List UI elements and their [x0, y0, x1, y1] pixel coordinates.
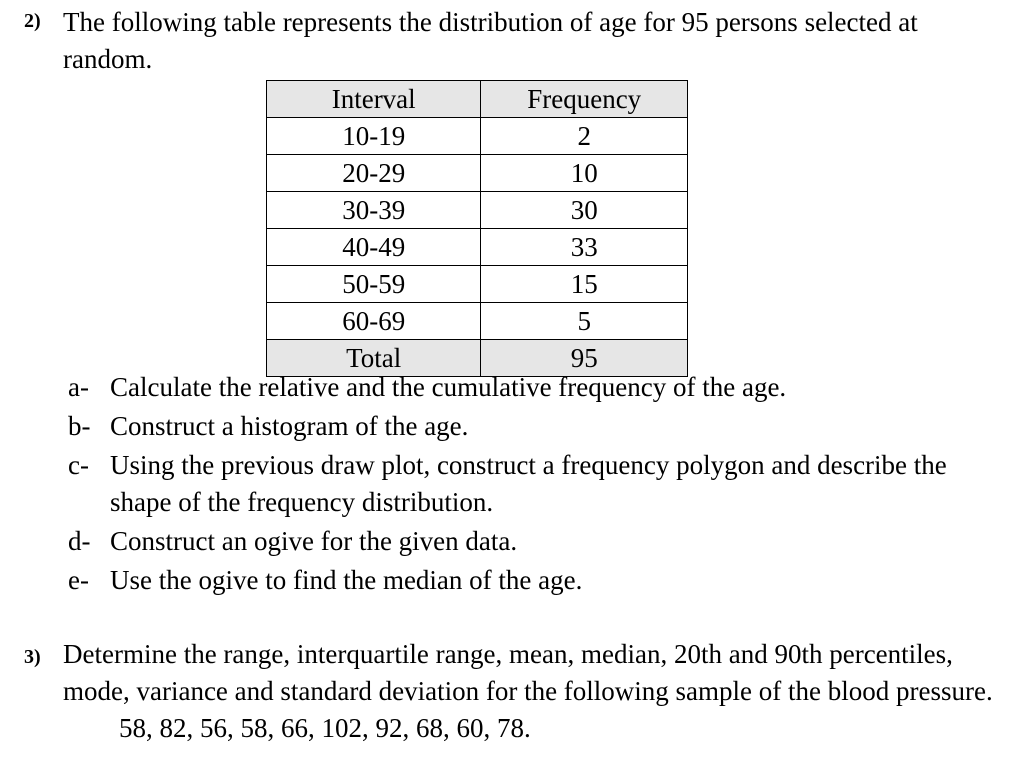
task-marker: e- — [68, 565, 89, 595]
frequency-cell: 33 — [481, 229, 688, 266]
frequency-cell: 2 — [481, 118, 688, 155]
list-item — [68, 369, 968, 406]
frequency-table — [266, 80, 688, 377]
interval-header: Interval — [267, 81, 481, 118]
question-3-number: 3) — [24, 646, 41, 668]
question-3-body — [63, 636, 1013, 747]
task-text: Construct a histogram of the age. — [110, 411, 469, 441]
table-row — [267, 303, 688, 340]
list-item — [68, 523, 968, 560]
blood-pressure-values: 58, 82, 56, 58, 66, 102, 92, 68, 60, 78. — [119, 713, 531, 743]
task-text: Construct an ogive for the given data. — [110, 526, 518, 556]
question-2-text: The following table represents the distribution of age for 95 persons selected at random. — [63, 7, 918, 74]
task-marker: d- — [68, 526, 91, 556]
question-3-text: Determine the range, interquartile range, mean, median, 20th and 90th percentiles, mode, variance and standard deviation for the following sample of the blood pressure. — [63, 639, 993, 706]
table-row — [267, 229, 688, 266]
task-text: Use the ogive to find the median of the age. — [110, 565, 583, 595]
interval-cell: 30-39 — [267, 192, 481, 229]
list-item — [68, 408, 968, 445]
frequency-cell: 10 — [481, 155, 688, 192]
table-row — [267, 266, 688, 303]
frequency-cell: 5 — [481, 303, 688, 340]
interval-cell: 50-59 — [267, 266, 481, 303]
task-marker: b- — [68, 411, 91, 441]
table-row — [267, 118, 688, 155]
interval-cell: 40-49 — [267, 229, 481, 266]
table-row — [267, 155, 688, 192]
question-2-number: 2) — [24, 10, 41, 32]
task-marker: a- — [68, 372, 89, 402]
task-text: Calculate the relative and the cumulative frequency of the age. — [110, 372, 787, 402]
task-text: Using the previous draw plot, construct a frequency polygon and describe the shape of the frequency distribution. — [110, 450, 947, 517]
total-label: Total — [267, 340, 481, 377]
interval-cell: 20-29 — [267, 155, 481, 192]
frequency-cell: 15 — [481, 266, 688, 303]
frequency-header: Frequency — [481, 81, 688, 118]
list-item — [68, 447, 968, 521]
frequency-cell: 30 — [481, 192, 688, 229]
task-list — [68, 369, 968, 601]
table-header-row — [267, 81, 688, 118]
interval-cell: 60-69 — [267, 303, 481, 340]
table-row — [267, 192, 688, 229]
total-value: 95 — [481, 340, 688, 377]
list-item — [68, 562, 968, 599]
interval-cell: 10-19 — [267, 118, 481, 155]
task-marker: c- — [68, 450, 89, 480]
